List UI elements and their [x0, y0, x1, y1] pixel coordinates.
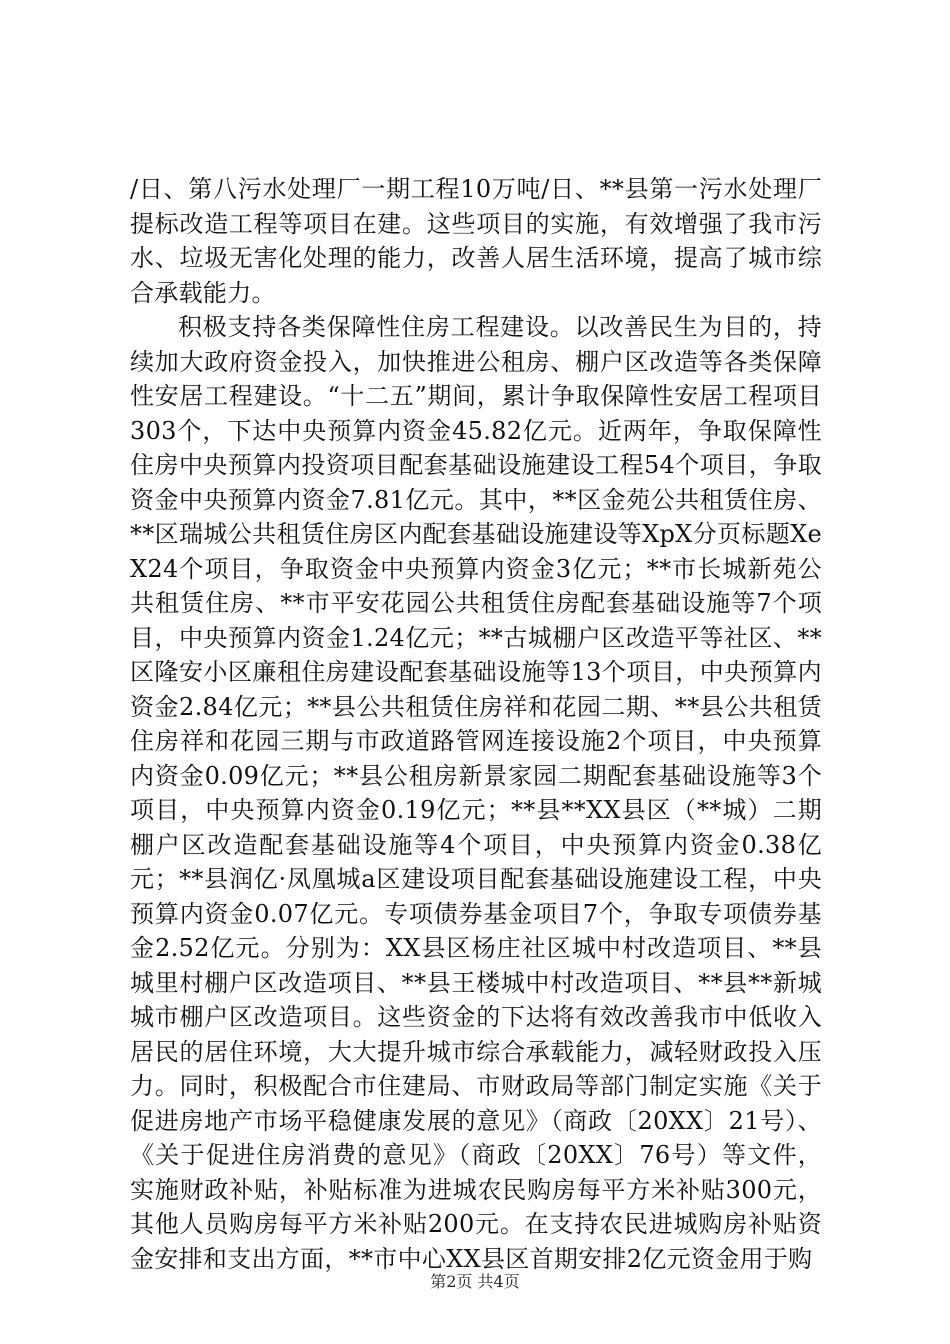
paragraph-sewage-projects: /日、第八污水处理厂一期工程10万吨/日、**县第一污水处理厂提标改造工程等项目在建。这些项目的实施，有效增强了我市污水、垃圾无害化处理的能力，改善人居生活环境，提高了城市综合承载能力。: [130, 175, 822, 307]
page-number-footer: 第2页 共4页: [430, 1272, 520, 1291]
paragraph-housing-projects: 积极支持各类保障性住房工程建设。以改善民生为目的，持续加大政府资金投入，加快推进公租房、棚户区改造等各类保障性安居工程建设。“十二五”期间，累计争取保障性安居工程项目303个，下达中央预算内资金45.82亿元。近两年，争取保障性住房中央预算内投资项目配套基础设施建设工程54个项目，争取资金中央预算内资金7.81亿元。其中，**区金苑公共租赁住房、**区瑞城公共租赁住房区内配套基础设施建设等XpX分页标题XeX24个项目，争取资金中央预算内资金3亿元；**市长城新苑公共租赁住房、**市平安花园公共租赁住房配套基础设施等7个项目，中央预算内资金1.24亿元；**古城棚户区改造平等社区、**区隆安小区廉租住房建设配套基础设施等13个项目，中央预算内资金2.84亿元；**县公共租赁住房祥和花园二期、**县公共租赁住房祥和花园三期与市政道路管网连接设施2个项目，中央预算内资金0.09亿元；**县公租房新景家园二期配套基础设施等3个项目，中央预算内资金0.19亿元；**县**XX县区（**城）二期棚户区改造配套基础设施等4个项目，中央预算内资金0.38亿元；**县润亿·凤凰城a区建设项目配套基础设施建设工程，中央预算内资金0.07亿元。专项债券基金项目7个，争取专项债券基金2.52亿元。分别为：XX县区杨庄社区城中村改造项目、**县城里村棚户区改造项目、**县王楼城中村改造项目、**县**新城城市棚户区改造项目。这些资金的下达将有效改善我市中低收入居民的居住环境，大大提升城市综合承载能力，减轻财政投入压力。同时，积极配合市住建局、市财政局等部门制定实施《关于促进房地产市场平稳健康发展的意见》（商政〔20XX〕21号）、《关于促进住房消费的意见》（商政〔20XX〕76号）等文件，实施财政补贴，补贴标准为进城农民购房每平方米补贴300元，其他人员购房每平方米补贴200元。在支持农民进城购房补贴资金安排和支出方面，**市中心XX县区首期安排2亿元资金用于购: [130, 313, 822, 1273]
document-body: [130, 172, 822, 1276]
